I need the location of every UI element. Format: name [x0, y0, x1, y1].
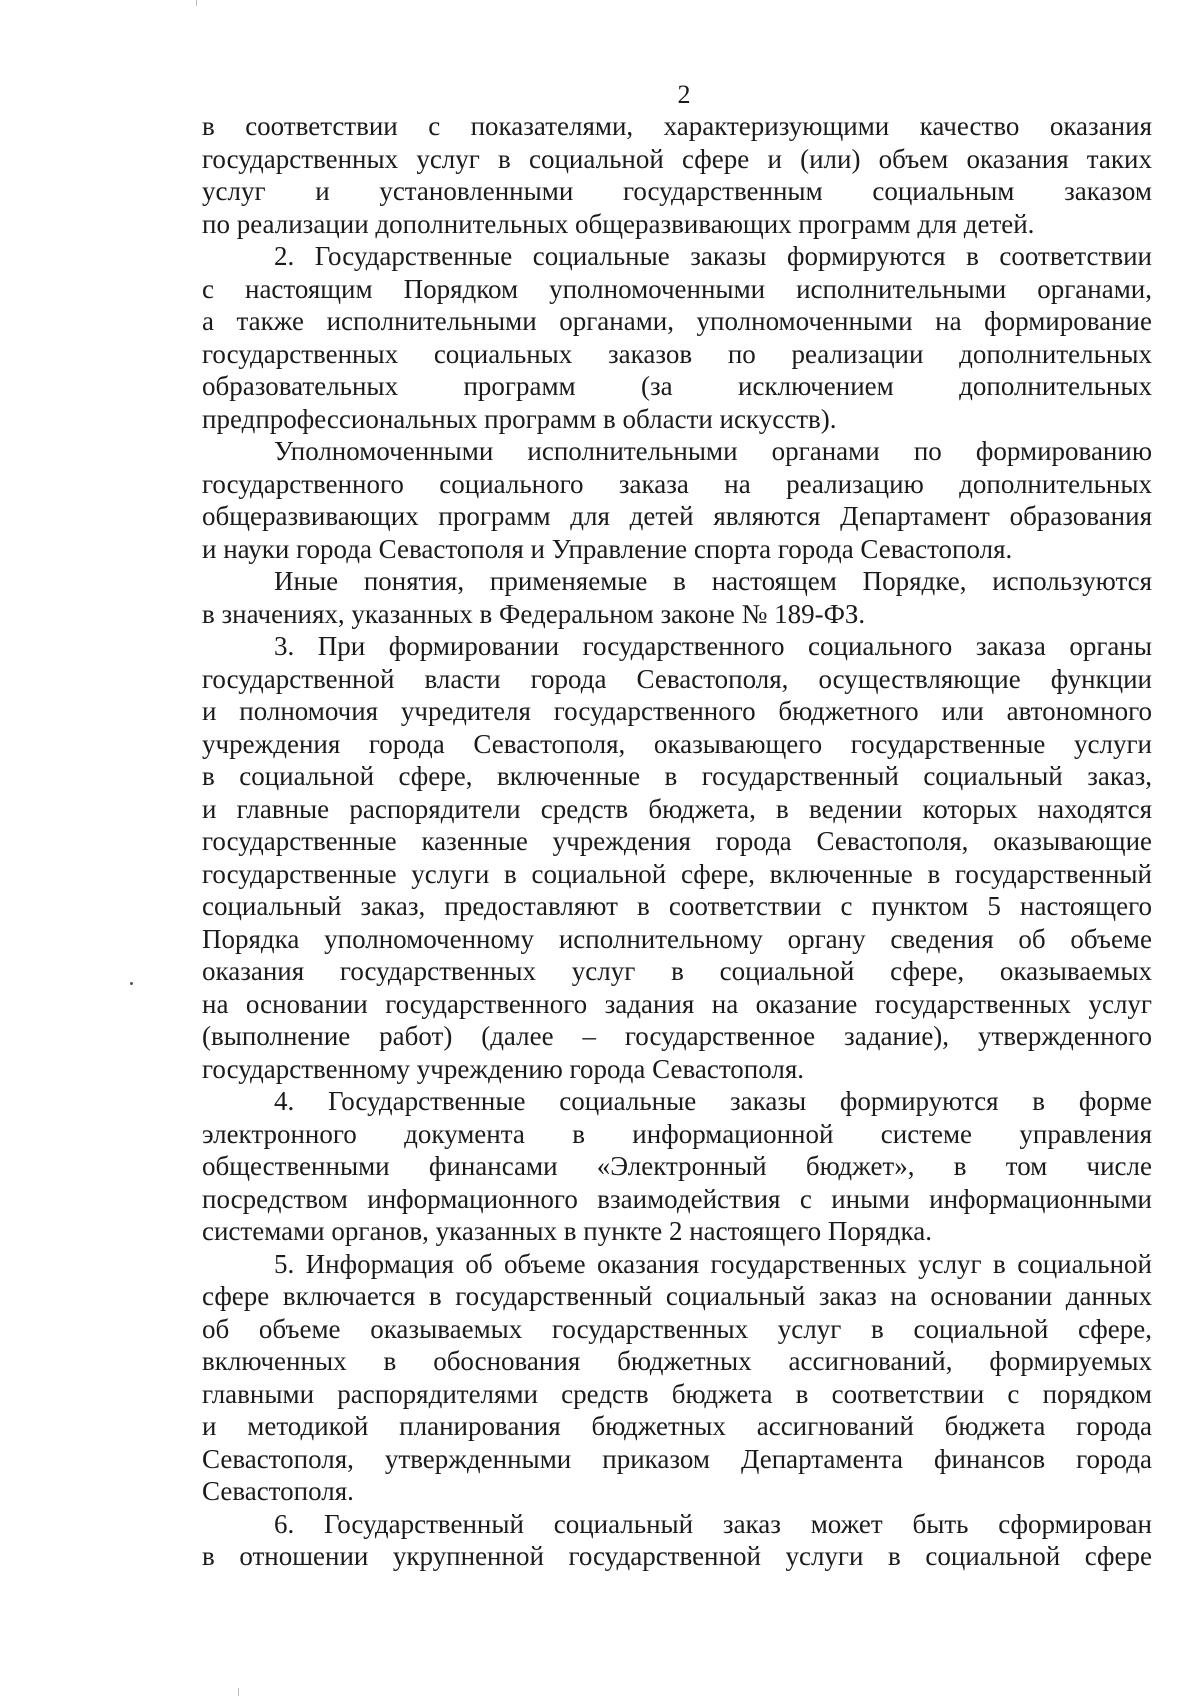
text-line: и полномочия учредителя государственного бюджетного или автономного: [202, 696, 1152, 726]
text-line: государственных социальных заказов по реализации дополнительных: [202, 338, 1152, 369]
text-line: в отношении укрупненной государственной услуги в социальной сфере: [202, 1541, 1152, 1571]
document-body: [202, 110, 1152, 1573]
text-line: предпрофессиональных программ в области искусств).: [202, 403, 837, 434]
text-line: государственных услуг в социальной сфере и (или) объем оказания таких: [202, 143, 1152, 174]
text-line: посредством информационного взаимодействия с иными информационными: [202, 1183, 1152, 1214]
text-line: 5. Информация об объеме оказания государственных услуг в социальной: [274, 1248, 1152, 1279]
text-line: по реализации дополнительных общеразвивающих программ для детей.: [202, 208, 1035, 239]
text-line: 4. Государственные социальные заказы формируются в форме: [274, 1086, 1152, 1116]
text-line: образовательных программ (за исключением дополнительных: [202, 371, 1152, 401]
text-line: Севастополя.: [202, 1476, 354, 1506]
text-line: системами органов, указанных в пункте 2 настоящего Порядка.: [202, 1216, 932, 1246]
text-line: государственному учреждению города Севастополя.: [202, 1053, 805, 1084]
text-line: и науки города Севастополя и Управление спорта города Севастополя.: [202, 533, 1013, 564]
text-line: на основании государственного задания на оказание государственных услуг: [202, 988, 1152, 1019]
text-line: государственного социального заказа на реализацию дополнительных: [202, 468, 1152, 499]
text-line: услуг и установленными государственным социальным заказом: [202, 176, 1152, 206]
text-line: 2. Государственные социальные заказы формируются в соответствии: [274, 241, 1152, 271]
text-line: с настоящим Порядком уполномоченными исполнительными органами,: [202, 273, 1152, 304]
text-line: (выполнение работ) (далее – государственное задание), утвержденного: [202, 1021, 1152, 1051]
scan-speck: [130, 982, 133, 985]
text-line: Уполномоченными исполнительными органами по формированию: [274, 436, 1152, 466]
text-line: включенных в обоснования бюджетных ассигнований, формируемых: [202, 1346, 1152, 1376]
text-line: электронного документа в информационной системе управления: [202, 1118, 1152, 1149]
scan-mark-bottom: [238, 1688, 239, 1696]
text-line: и главные распорядители средств бюджета, в ведении которых находятся: [202, 793, 1152, 824]
text-line: в соответствии с показателями, характеризующими качество оказания: [202, 111, 1152, 141]
text-line: Порядка уполномоченному исполнительному органу сведения об объеме: [202, 923, 1152, 954]
text-line: учреждения города Севастополя, оказывающего государственные услуги: [202, 728, 1152, 759]
text-line: и методикой планирования бюджетных ассигнований бюджета города: [202, 1411, 1152, 1441]
text-line: а также исполнительными органами, уполномоченными на формирование: [202, 306, 1152, 336]
text-line: общеразвивающих программ для детей являются Департамент образования: [202, 501, 1152, 531]
text-line: общественными финансами «Электронный бюджет», в том числе: [202, 1151, 1152, 1181]
text-line: сфере включается в государственный социальный заказ на основании данных: [202, 1281, 1152, 1311]
text-line: государственные казенные учреждения города Севастополя, оказывающие: [202, 826, 1152, 856]
text-line: социальный заказ, предоставляют в соответствии с пунктом 5 настоящего: [202, 891, 1152, 921]
scan-mark-top: [196, 0, 197, 6]
text-line: Севастополя, утвержденными приказом Департамента финансов города: [202, 1443, 1152, 1474]
page-number: 2: [677, 80, 691, 109]
text-line: в значениях, указанных в Федеральном законе № 189-ФЗ.: [202, 598, 866, 629]
text-line: 6. Государственный социальный заказ может быть сформирован: [274, 1508, 1152, 1539]
text-line: главными распорядителями средств бюджета в соответствии с порядком: [202, 1378, 1152, 1409]
text-line: об объеме оказываемых государственных услуг в социальной сфере,: [202, 1313, 1152, 1344]
text-line: государственной власти города Севастополя, осуществляющие функции: [202, 663, 1152, 694]
text-line: 3. При формировании государственного социального заказа органы: [274, 631, 1152, 661]
text-line: государственные услуги в социальной сфере, включенные в государственный: [202, 858, 1152, 889]
text-line: в социальной сфере, включенные в государственный социальный заказ,: [202, 761, 1152, 791]
text-line: оказания государственных услуг в социальной сфере, оказываемых: [202, 956, 1152, 986]
text-line: Иные понятия, применяемые в настоящем Порядке, используются: [274, 566, 1152, 596]
